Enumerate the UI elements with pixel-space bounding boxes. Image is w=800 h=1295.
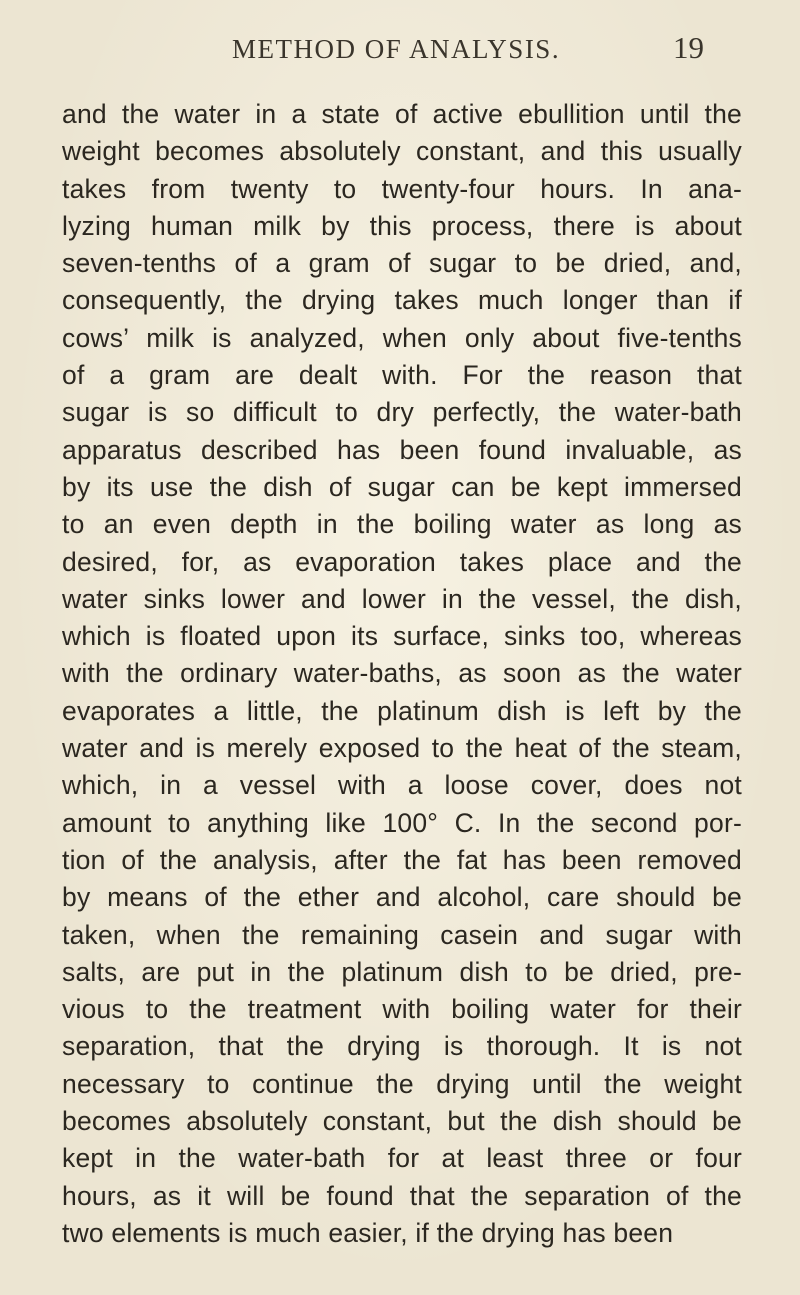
running-title: METHOD OF ANALYSIS. bbox=[232, 34, 561, 64]
text-line: which, in a vessel with a loose cover, does not bbox=[62, 770, 742, 801]
text-line: seven-tenths of a gram of sugar to be dried, and, bbox=[62, 248, 742, 279]
text-line: tion of the analysis, after the fat has been removed bbox=[62, 844, 742, 875]
text-line: necessary to continue the drying until the weight bbox=[62, 1068, 742, 1099]
text-line: water sinks lower and lower in the vessel, the dish, bbox=[62, 583, 742, 614]
text-line: of a gram are dealt with. For the reason that bbox=[62, 360, 742, 391]
text-line: lyzing human milk by this process, there is about bbox=[62, 210, 742, 241]
text-line: which is floated upon its surface, sinks too, whereas bbox=[62, 621, 742, 652]
page-number: 19 bbox=[673, 30, 704, 65]
text-line: taken, when the remaining casein and sugar with bbox=[62, 919, 742, 950]
text-line: with the ordinary water-baths, as soon as the water bbox=[62, 658, 742, 689]
text-line: water and is merely exposed to the heat of the steam, bbox=[62, 733, 742, 764]
running-head bbox=[0, 30, 800, 70]
text-line: desired, for, as evaporation takes place and the bbox=[62, 546, 742, 577]
text-line: becomes absolutely constant, but the dish should be bbox=[62, 1106, 742, 1137]
text-line: evaporates a little, the platinum dish is left by the bbox=[62, 695, 742, 726]
text-line: by means of the ether and alcohol, care should be bbox=[62, 882, 742, 913]
text-line: two elements is much easier, if the drying has been bbox=[62, 1217, 674, 1248]
text-line: sugar is so difficult to dry perfectly, the water-bath bbox=[62, 397, 742, 428]
text-line: separation, that the drying is thorough. It is not bbox=[62, 1031, 742, 1062]
text-line: amount to anything like 100° C. In the second por- bbox=[62, 807, 742, 838]
text-line: takes from twenty to twenty-four hours. In ana- bbox=[62, 173, 742, 204]
text-line: by its use the dish of sugar can be kept immersed bbox=[62, 471, 742, 502]
text-line: weight becomes absolutely constant, and this usually bbox=[62, 136, 742, 167]
body-paragraph bbox=[62, 96, 742, 1252]
text-line: consequently, the drying takes much longer than if bbox=[62, 285, 742, 316]
text-line: cows’ milk is analyzed, when only about five-tenths bbox=[62, 322, 742, 353]
text-line: apparatus described has been found invaluable, as bbox=[62, 434, 742, 465]
text-line: to an even depth in the boiling water as long as bbox=[62, 509, 742, 540]
text-line: kept in the water-bath for at least three or four bbox=[62, 1143, 742, 1174]
text-line: hours, as it will be found that the separation of the bbox=[62, 1180, 742, 1211]
text-line: salts, are put in the platinum dish to be dried, pre- bbox=[62, 956, 742, 987]
text-line: vious to the treatment with boiling water for their bbox=[62, 994, 742, 1025]
text-line: and the water in a state of active ebullition until the bbox=[62, 99, 742, 129]
